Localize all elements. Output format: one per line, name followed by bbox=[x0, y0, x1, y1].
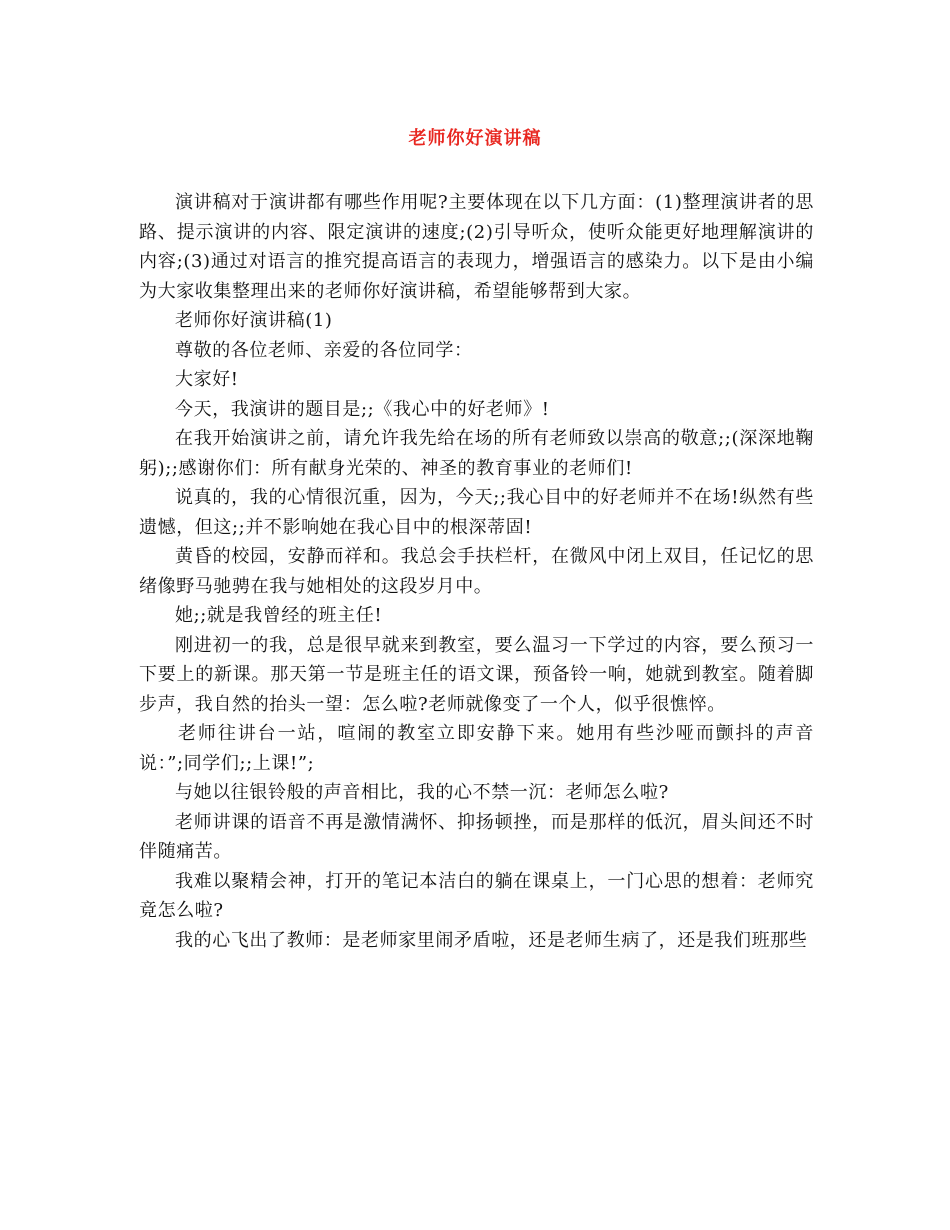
paragraph-greeting: 大家好! bbox=[175, 369, 239, 390]
paragraph-lecture: 老师讲课的语音不再是激情满怀、抑扬顿挫，而是那样的低沉，眉头间还不时伴随痛苦。 bbox=[139, 811, 814, 862]
page-title: 老师你好演讲稿 bbox=[408, 128, 542, 149]
paragraph-notebook: 我难以聚精会神，打开的笔记本洁白的躺在课桌上，一门心思的想着：老师究竟怎么啦? bbox=[139, 870, 814, 921]
paragraph-voice: 与她以往银铃般的声音相比，我的心不禁一沉：老师怎么啦? bbox=[175, 782, 669, 803]
paragraph-heavy-heart: 说真的，我的心情很沉重，因为，今天;;我心目中的好老师并不在场!纵然有些遗憾，但这;;并不影响她在我心目中的根深蒂固! bbox=[139, 487, 814, 538]
paragraph-intro: 演讲稿对于演讲都有哪些作用呢?主要体现在以下几方面：(1)整理演讲者的思路、提示演讲的内容、限定演讲的速度;(2)引导听众，使听众能更好地理解演讲的内容;(3)通过对语言的推究提高语言的表现力，增强语言的感染力。以下是由小编为大家收集整理出来的老师你好演讲稿，希望能够帮到大家。 bbox=[139, 192, 814, 302]
document-body bbox=[139, 188, 814, 955]
paragraph-campus: 黄昏的校园，安静而祥和。我总会手扶栏杆，在微风中闭上双目，任记忆的思绪像野马驰骋在我与她相处的这段岁月中。 bbox=[139, 546, 814, 597]
paragraph-wandering-mind: 我的心飞出了教师：是老师家里闹矛盾啦，还是老师生病了，还是我们班那些 bbox=[175, 929, 808, 951]
paragraph-first-grade: 刚进初一的我，总是很早就来到教室，要么温习一下学过的内容，要么预习一下要上的新课。那天第一节是班主任的语文课，预备铃一响，她就到教室。随着脚步声，我自然的抬头一望：怎么啦?老师就像变了一个人，似乎很憔悴。 bbox=[139, 634, 814, 715]
paragraph-podium: 老师往讲台一站，喧闹的教室立即安静下来。她用有些沙哑而颤抖的声音说：”;同学们;;上课!”; bbox=[139, 723, 814, 774]
paragraph-salutation: 尊敬的各位老师、亲爱的各位同学： bbox=[175, 339, 473, 361]
paragraph-topic: 今天，我演讲的题目是;;《我心中的好老师》! bbox=[175, 398, 550, 420]
paragraph-respect: 在我开始演讲之前，请允许我先给在场的所有老师致以崇高的敬意;;(深深地鞠躬);;感谢你们：所有献身光荣的、神圣的教育事业的老师们! bbox=[139, 428, 814, 479]
paragraph-class-teacher: 她;;就是我曾经的班主任! bbox=[175, 605, 383, 626]
paragraph-speech-heading: 老师你好演讲稿(1) bbox=[175, 310, 333, 331]
